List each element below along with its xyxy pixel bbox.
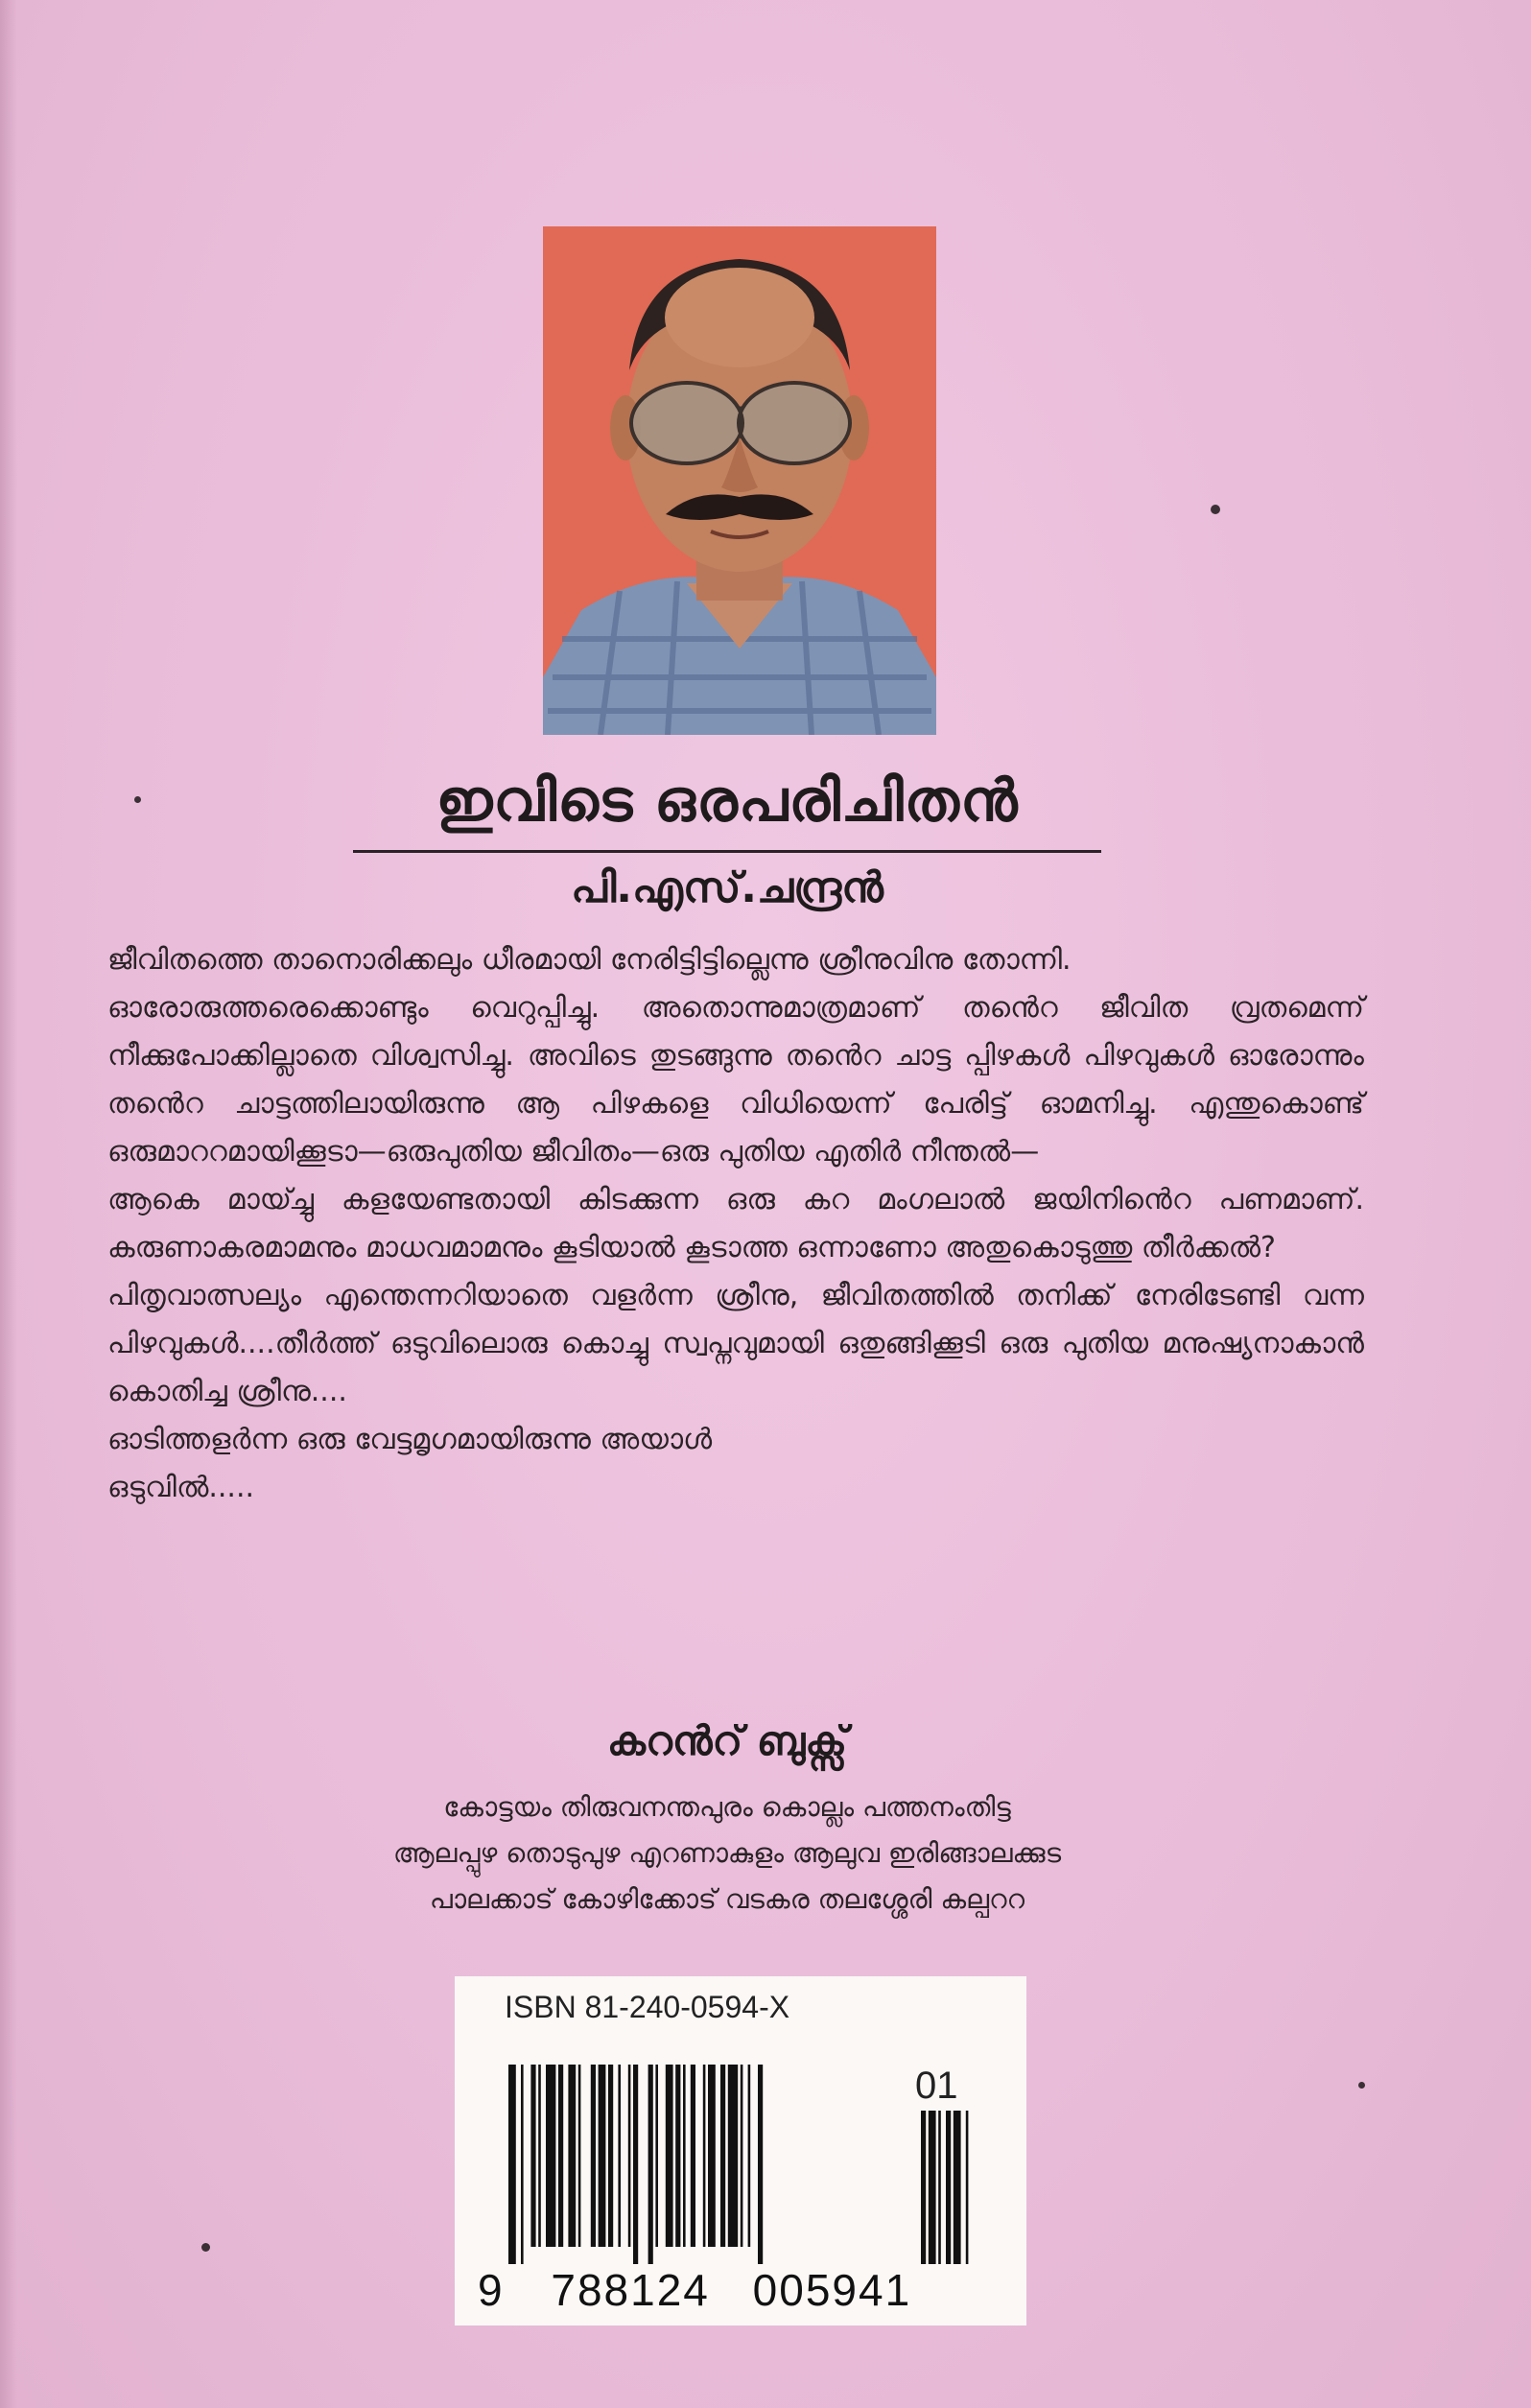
cities-line: ആലപ്പുഴ തൊടുപുഴ എറണാകുളം ആലുവ ഇരിങ്ങാലക്കുട <box>392 1837 1062 1869</box>
cities-line: പാലക്കാട് കോഴിക്കോട് വടകര തലശ്ശേരി കല്പററ <box>429 1883 1025 1915</box>
barcode-bar <box>691 2065 695 2247</box>
barcode-bar <box>758 2065 763 2264</box>
cities-line: കോട്ടയം തിരുവനന്തപുരം കൊല്ലം പത്തനംതിട്ട <box>443 1791 1011 1823</box>
cover-speck <box>1358 2082 1365 2089</box>
publisher-name: കറൻറ് ബുക്സ് <box>606 1717 848 1764</box>
title-underline <box>353 850 1101 853</box>
barcode-bar <box>633 2065 638 2264</box>
barcode-digits <box>478 2264 911 2316</box>
barcode-bar <box>703 2065 706 2247</box>
barcode-bar <box>538 2065 541 2247</box>
cover-speck <box>1211 505 1220 514</box>
barcode-bar <box>675 2065 680 2247</box>
barcode-bar <box>591 2065 596 2247</box>
barcode-addon-bar <box>929 2111 936 2264</box>
barcode-addon-bar <box>946 2111 951 2264</box>
barcode-addon-bar <box>954 2111 961 2264</box>
barcode-bar <box>741 2065 743 2247</box>
barcode-bar <box>748 2065 751 2247</box>
author-photo <box>543 226 936 735</box>
barcode-bar <box>521 2065 524 2264</box>
blurb-paragraph: ഓരോരുത്തരെക്കൊണ്ടും വെറുപ്പിച്ചു. അതൊന്നുമാത്രമാണ് തൻെറ ജീവിത വ്രതമെന്ന് നീക്കുപോക്കില്ലാതെ വിശ്വസിച്ചു. അവിടെ തുടങ്ങുന്നു തൻെറ ചാട്ട പ്പിഴകൾ പിഴവുകൾ ഓരോന്നും തൻെറ ചാട്ടത്തിലായിരുന്നു ആ പിഴകളെ വിധിയെന്ന് പേരിട്ട് ഓമനിച്ചു. എന്തുകൊണ്ട് ഒരുമാററമായിക്കൂടാ—ഒരുപുതിയ ജീവിതം—ഒരു പുതിയ എതിർ നീന്തൽ— <box>107 991 1364 1169</box>
barcode-addon-bar <box>938 2111 941 2264</box>
cover-edge-shadow <box>0 0 17 2408</box>
publisher-cities <box>255 1784 1199 1923</box>
blurb-paragraph: ആകെ മായ്ച്ചു കളയേണ്ടതായി കിടക്കുന്ന ഒരു കറ മംഗലാൽ ജയിനിൻെറ പണമാണ്. കരുണാകരമാമനും മാധവമാമനും കൂടിയാൽ കൂടാത്ത ഒന്നാണോ അതുകൊടുത്തു തീർക്കൽ? <box>107 1183 1364 1264</box>
barcode-bar <box>655 2065 658 2247</box>
barcode-bar <box>599 2065 606 2247</box>
cover-speck <box>134 796 141 803</box>
barcode-bar <box>666 2065 673 2247</box>
barcode-bar <box>546 2065 555 2247</box>
barcode-bar <box>578 2065 581 2247</box>
barcode-bar <box>720 2065 725 2247</box>
barcode-bar <box>608 2065 613 2247</box>
barcode-digit-group: 005941 <box>752 2265 912 2315</box>
barcode-bar <box>558 2065 563 2247</box>
blurb-paragraph: പിതൃവാത്സല്യം എന്തെന്നറിയാതെ വളർന്ന ശ്രീനു, ജീവിതത്തിൽ തനിക്ക് നേരിടേണ്ടി വന്ന പിഴവുകൾ....തീർത്ത് ഒടുവിലൊരു കൊച്ചു സ്വപ്നവുമായി ഒതുങ്ങിക്കൂടി ഒരു പുതിയ മനുഷ്യനാകാൻ കൊതിച്ച ശ്രീനു.... <box>107 1279 1364 1408</box>
barcode-lead-digit: 9 <box>478 2265 505 2315</box>
blurb-paragraph: ഒടുവിൽ..... <box>107 1471 255 1504</box>
barcode-bar <box>628 2065 631 2247</box>
barcode-bar <box>530 2065 535 2247</box>
blurb-text <box>107 936 1364 1512</box>
barcode-addon-bar <box>921 2111 926 2264</box>
blurb-paragraph: ജീവിതത്തെ താനൊരിക്കലും ധീരമായി നേരിട്ടിട്ടില്ലെന്നു ശ്രീനുവിനു തോന്നി. <box>107 943 1072 977</box>
barcode-addon-bar <box>966 2111 969 2264</box>
barcode-bar <box>568 2065 576 2247</box>
author-name: പി.എസ്.ചന്ദ്രൻ <box>571 863 883 912</box>
blurb-paragraph: ഓടിത്തളർന്ന ഒരു വേട്ടമൃഗമായിരുന്നു അയാൾ <box>107 1423 713 1456</box>
cover-speck <box>201 2243 210 2252</box>
book-title: ഇവിടെ ഒരപരിചിതൻ <box>436 767 1019 835</box>
barcode-bar <box>728 2065 738 2247</box>
barcode-bar <box>648 2065 653 2264</box>
barcode-bar <box>708 2065 716 2247</box>
isbn-label: ISBN 81-240-0594-X <box>505 1990 790 2024</box>
barcode-sticker <box>455 1976 1026 2325</box>
barcode-digit-group: 788124 <box>551 2265 710 2315</box>
barcode-bar <box>508 2065 516 2264</box>
barcode-bar <box>683 2065 686 2247</box>
barcode-bar <box>618 2065 621 2247</box>
barcode-addon: 01 <box>915 2065 958 2107</box>
